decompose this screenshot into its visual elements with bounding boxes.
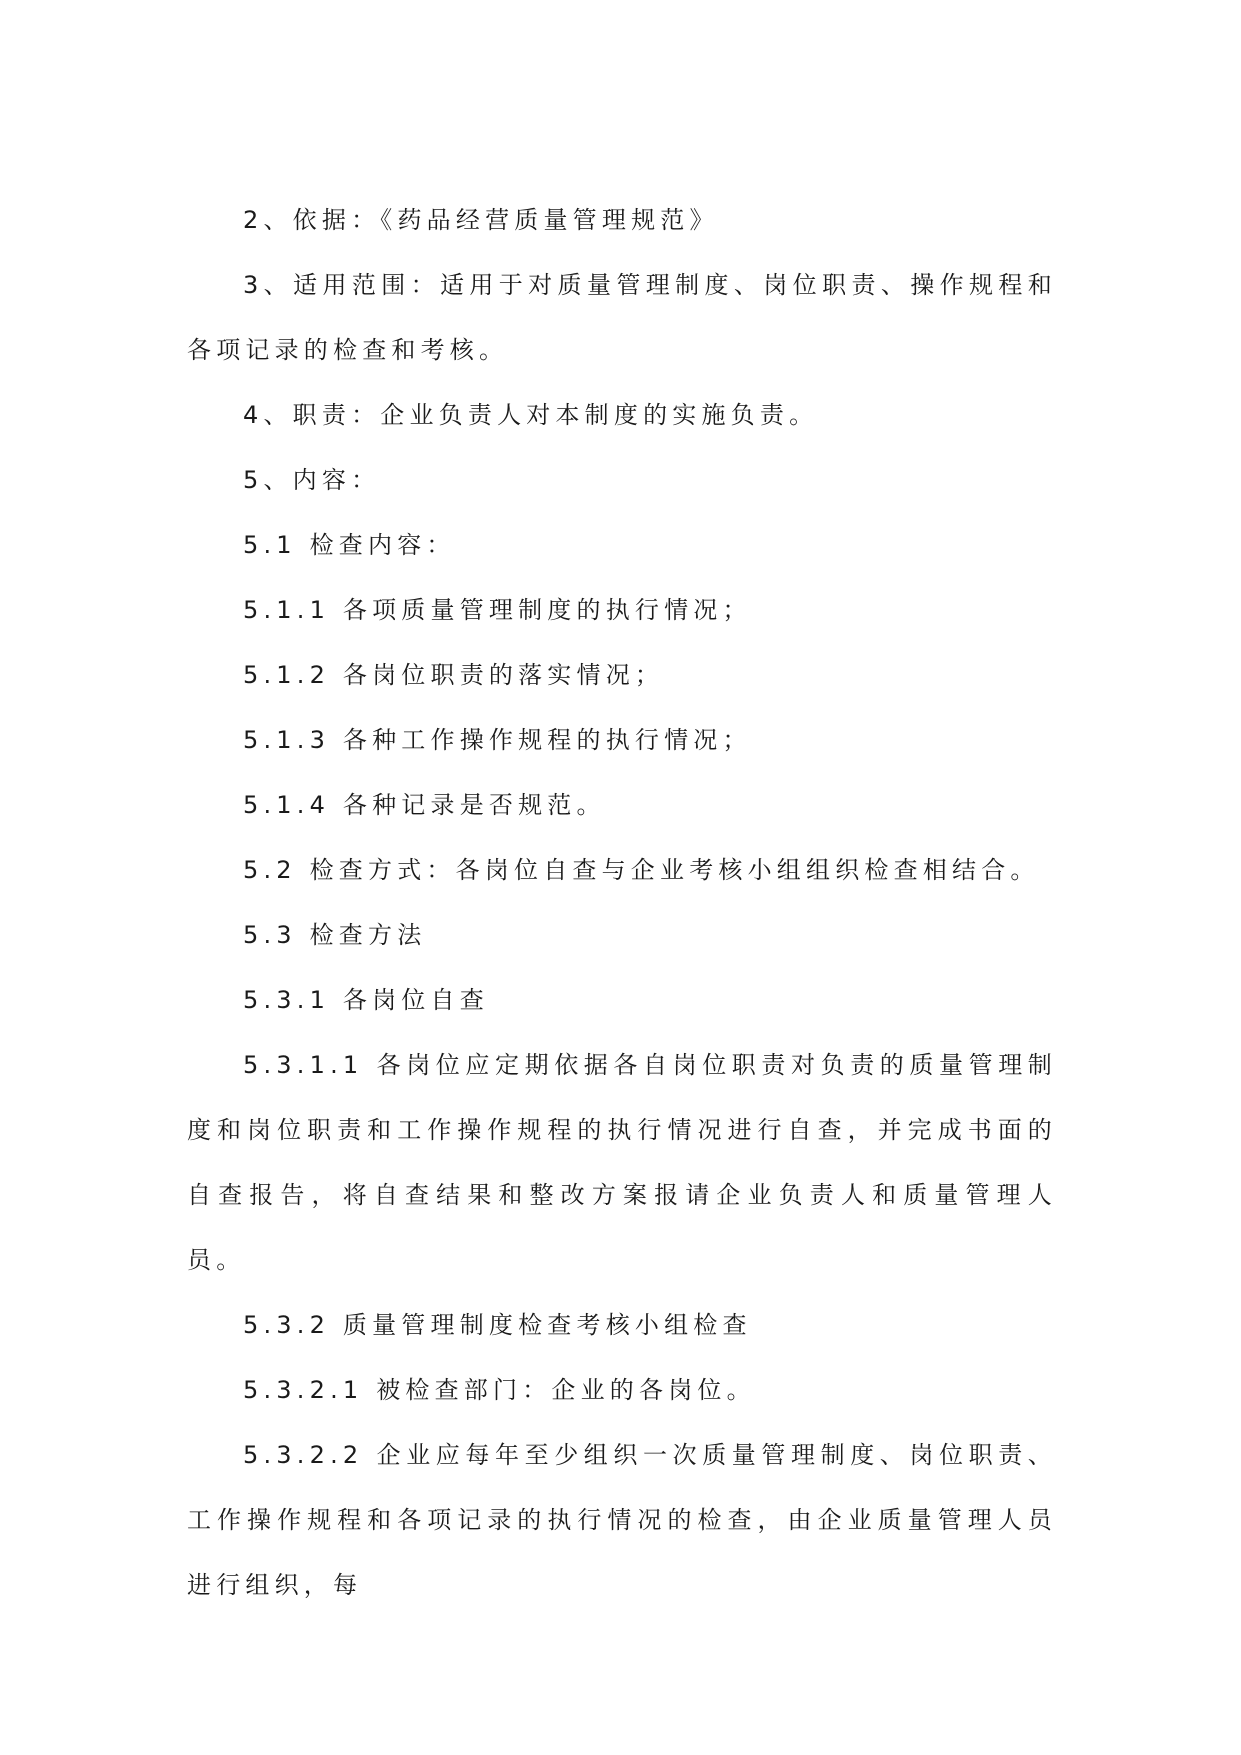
document-body bbox=[187, 188, 1057, 1618]
paragraph-5-1-1: 5.1.1 各项质量管理制度的执行情况； bbox=[243, 596, 752, 624]
paragraph-content-heading: 5、内容： bbox=[243, 466, 381, 494]
paragraph-5-1-4: 5.1.4 各种记录是否规范。 bbox=[243, 791, 606, 819]
paragraph-5-3-1: 5.3.1 各岗位自查 bbox=[243, 986, 489, 1014]
paragraph-5-3-2-1: 5.3.2.1 被检查部门：企业的各岗位。 bbox=[243, 1376, 756, 1404]
paragraph-5-3-2-2: 5.3.2.2 企业应每年至少组织一次质量管理制度、岗位职责、工作操作规程和各项记录的执行情况的检查，由企业质量管理人员进行组织，每 bbox=[187, 1441, 1057, 1599]
paragraph-responsibility: 4、职责：企业负责人对本制度的实施负责。 bbox=[243, 401, 819, 429]
paragraph-5-2: 5.2 检查方式：各岗位自查与企业考核小组组织检查相结合。 bbox=[243, 856, 1040, 884]
paragraph-5-1-2: 5.1.2 各岗位职责的落实情况； bbox=[243, 661, 665, 689]
paragraph-5-3: 5.3 检查方法 bbox=[243, 921, 427, 949]
paragraph-5-1: 5.1 检查内容： bbox=[243, 531, 456, 559]
paragraph-5-3-2: 5.3.2 质量管理制度检查考核小组检查 bbox=[243, 1311, 752, 1339]
paragraph-basis: 2、依据：《药品经营质量管理规范》 bbox=[243, 206, 719, 234]
paragraph-scope: 3、适用范围：适用于对质量管理制度、岗位职责、操作规程和各项记录的检查和考核。 bbox=[187, 271, 1057, 364]
paragraph-5-3-1-1: 5.3.1.1 各岗位应定期依据各自岗位职责对负责的质量管理制度和岗位职责和工作操作规程的执行情况进行自查，并完成书面的自查报告，将自查结果和整改方案报请企业负责人和质量管理人员。 bbox=[187, 1051, 1057, 1274]
paragraph-5-1-3: 5.1.3 各种工作操作规程的执行情况； bbox=[243, 726, 752, 754]
